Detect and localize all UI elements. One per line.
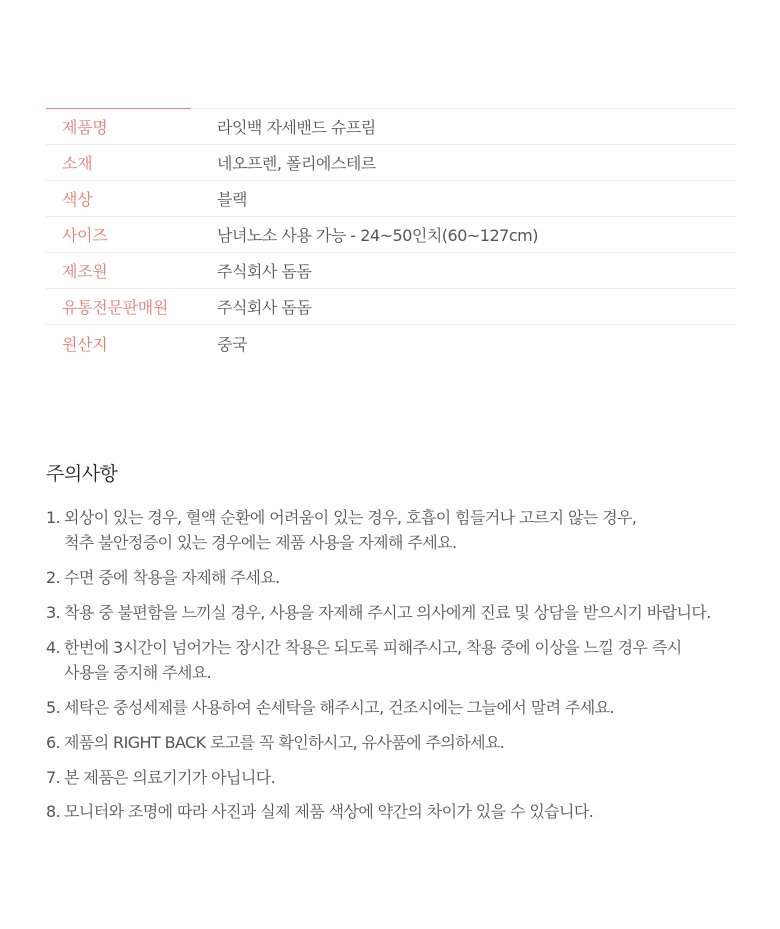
spec-value: 라잇백 자세밴드 슈프림 <box>217 118 376 137</box>
spec-row-distributor <box>46 289 735 325</box>
spec-label: 원산지 <box>62 334 108 354</box>
caution-item-4 <box>46 635 746 685</box>
caution-item-number: 3. <box>46 603 61 622</box>
caution-item-number: 1. <box>46 508 61 527</box>
caution-item-text: 모니터와 조명에 따라 사진과 실제 제품 색상에 약간의 차이가 있을 수 있습니다. <box>64 802 594 821</box>
caution-item-number: 5. <box>46 698 61 717</box>
caution-item-number: 2. <box>46 568 61 587</box>
caution-item-8 <box>46 799 746 824</box>
caution-item-number: 8. <box>46 802 61 821</box>
spec-row-material <box>46 145 735 181</box>
spec-value: 블랙 <box>217 190 247 209</box>
caution-item-text: 본 제품은 의료기기가 아닙니다. <box>64 768 276 787</box>
caution-item-3 <box>46 600 746 625</box>
caution-item-text: 세탁은 중성세제를 사용하여 손세탁을 해주시고, 건조시에는 그늘에서 말려 주세요. <box>64 698 614 717</box>
product-spec-table <box>46 108 735 361</box>
caution-list <box>46 505 746 834</box>
spec-label: 제조원 <box>62 262 108 281</box>
spec-label: 제품명 <box>62 118 108 137</box>
caution-section-title: 주의사항 <box>46 463 118 485</box>
spec-row-manufacturer <box>46 253 735 289</box>
caution-item-5 <box>46 695 746 720</box>
spec-row-color <box>46 181 735 217</box>
spec-value: 남녀노소 사용 가능 - 24~50인치(60~127cm) <box>217 226 538 245</box>
caution-item-number: 4. <box>46 638 61 657</box>
spec-label: 유통전문판매원 <box>62 298 169 317</box>
caution-item-7 <box>46 765 746 790</box>
caution-item-text: 외상이 있는 경우, 혈액 순환에 어려움이 있는 경우, 호흡이 힘들거나 고르지 않는 경우, 척추 불안정증이 있는 경우에는 제품 사용을 자제해 주세요. <box>64 508 637 552</box>
spec-table-accent-line <box>46 108 191 109</box>
caution-item-6 <box>46 730 746 755</box>
caution-item-text: 착용 중 불편함을 느끼실 경우, 사용을 자제해 주시고 의사에게 진료 및 상담을 받으시기 바랍니다. <box>64 603 711 622</box>
spec-value: 네오프렌, 폴리에스테르 <box>217 154 376 173</box>
spec-value: 주식회사 돔돔 <box>217 262 312 281</box>
caution-item-text: 제품의 RIGHT BACK 로고를 꼭 확인하시고, 유사품에 주의하세요. <box>64 733 505 752</box>
caution-item-2 <box>46 565 746 590</box>
spec-row-origin <box>46 325 735 361</box>
spec-value: 주식회사 돔돔 <box>217 298 312 317</box>
caution-item-text: 수면 중에 착용을 자제해 주세요. <box>64 568 280 587</box>
caution-item-number: 7. <box>46 768 61 787</box>
caution-item-1 <box>46 505 746 555</box>
caution-item-text: 한번에 3시간이 넘어가는 장시간 착용은 되도록 피해주시고, 착용 중에 이상을 느낄 경우 즉시 사용을 중지해 주세요. <box>64 638 682 682</box>
spec-row-size <box>46 217 735 253</box>
spec-row-product-name <box>46 109 735 145</box>
spec-label: 사이즈 <box>62 226 108 245</box>
spec-label: 색상 <box>62 190 93 209</box>
caution-item-number: 6. <box>46 733 61 752</box>
spec-label: 소재 <box>62 154 93 173</box>
spec-value: 중국 <box>217 334 247 354</box>
